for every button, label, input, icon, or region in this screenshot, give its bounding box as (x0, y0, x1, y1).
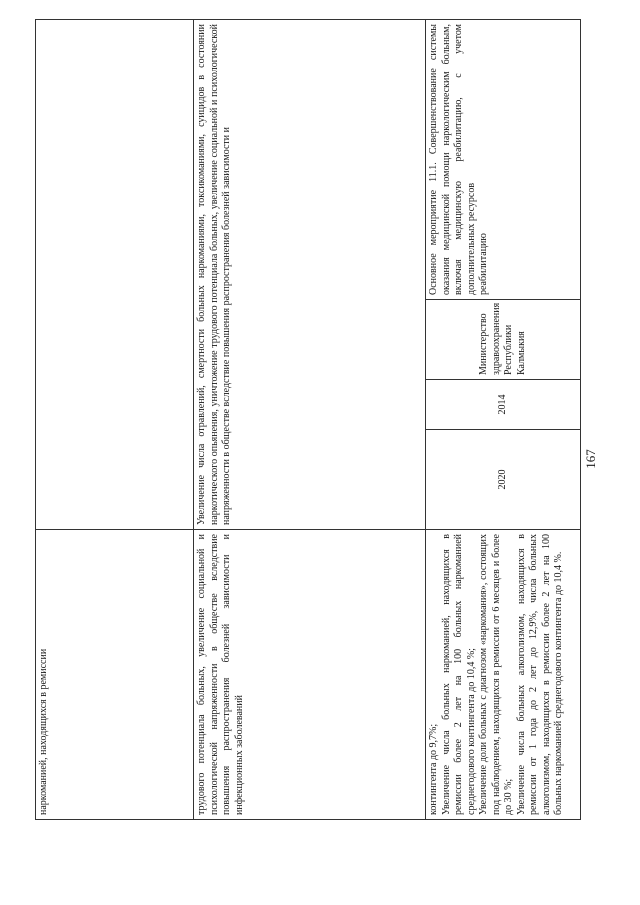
table-row-consequences (194, 20, 426, 820)
table-row-expected-results (36, 20, 194, 820)
cell-continuation-expected-results: наркоманией, находящихся в ремиссии (36, 530, 194, 820)
cell-main-consequences: Увеличение числа отравлений, смертности больных наркоманиями, токсикоманиями, суицидов в состоянии наркотического опьянения, уничтожение трудового потенциала больных, увеличение социальной и психологической напряженности в обществе вследствие повышения распространения болезней зависимости и (194, 20, 426, 530)
cell-continuation-expected-results-empty (36, 20, 194, 530)
program-activities-table (35, 19, 581, 820)
cell-main-activity: Основное мероприятие 11.1. Совершенствование системы оказания медицинской помощи наркологическим больным, включая медицинскую реабилитацию, с учетом дополнительных ресурсов реабилитацию (426, 20, 581, 300)
table-row-indicators (426, 20, 581, 820)
page-number: 167 (583, 449, 598, 469)
cell-main-start-year: 2014 (426, 380, 581, 430)
rotated-table-container (35, 20, 580, 820)
cell-continuation-indicators: контингента до 9,7%; Увеличение числа больных наркоманией, находящихся в ремиссии более 2 лет на 100 больных наркоманией среднегодового контингента до 10,4 %; Увеличение доли больных с диагнозом «наркомания», состоящих под наблюдением, находящихся в ремиссии от 6 месяцев и более до 30 %; Увеличение числа больных алкоголизмом, находящихся в ремиссии от 1 года до 2 лет до 12,9%, числа больных алкоголизмом, находящихся в ремиссии более 2 лет на 100 больных наркоманией среднегодового контингента до 10,4 %. (426, 530, 581, 820)
cell-main-end-year: 2020 (426, 430, 581, 530)
cell-main-executor: Министерство здравоохранения Республики Калмыкия (426, 300, 581, 380)
cell-continuation-consequences: трудового потенциала больных, увеличение социальной и психологической напряженности в обществе вследствие повышения распространения болезней зависимости и инфекционных заболеваний (194, 530, 426, 820)
